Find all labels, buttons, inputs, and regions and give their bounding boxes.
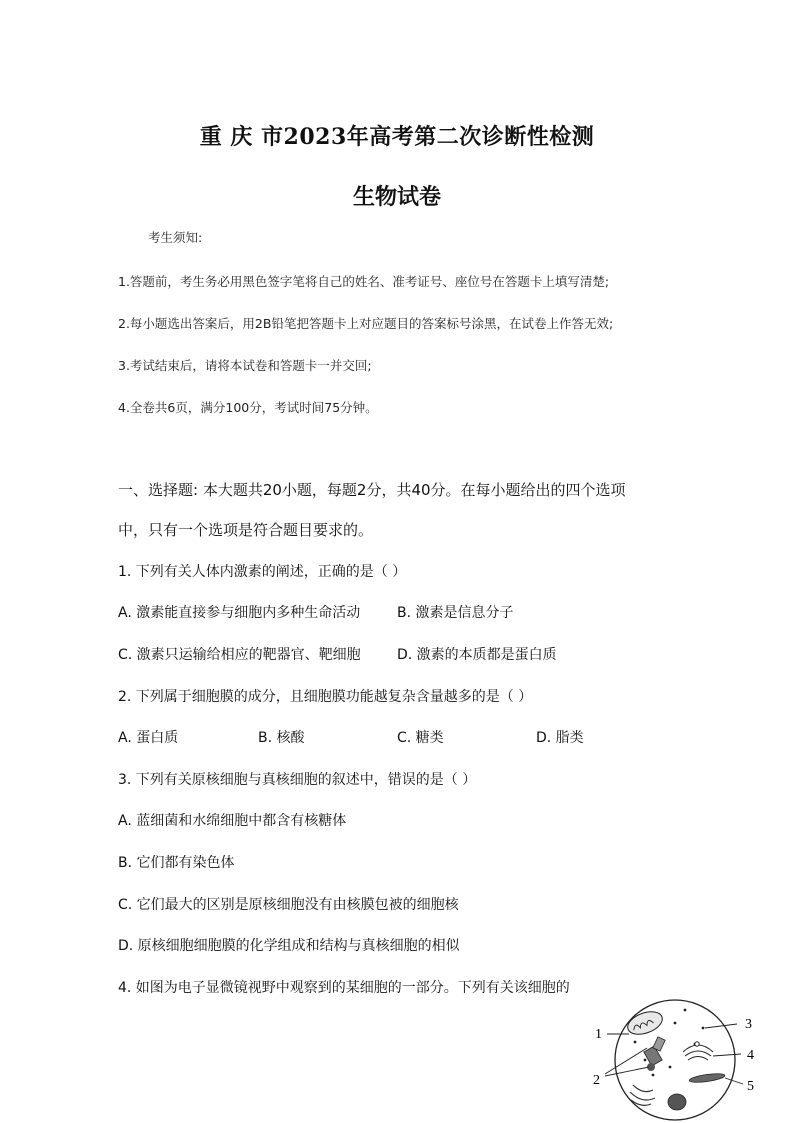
notice-item-3: 3.考试结束后，请将本试卷和答题卡一并交回;: [118, 358, 372, 373]
notice-heading: 考生须知:: [148, 230, 203, 245]
question-2-option-b: B. 核酸: [258, 730, 305, 746]
question-3-option-d: D. 原核细胞细胞膜的化学组成和结构与真核细胞的相似: [118, 938, 460, 954]
figure-label-5: 5: [747, 1079, 754, 1094]
question-3-option-b: B. 它们都有染色体: [118, 855, 235, 871]
notice-item-1: 1.答题前，考生务必用黑色签字笔将自己的姓名、准考证号、座位号在答题卡上填写清楚;: [118, 274, 610, 289]
question-2-stem: 2. 下列属于细胞膜的成分，且细胞膜功能越复杂含量越多的是（ ）: [118, 689, 533, 705]
cell-diagram: [585, 990, 775, 1123]
question-1-option-a: A. 激素能直接参与细胞内多种生命活动: [118, 605, 361, 621]
question-1-option-c: C. 激素只运输给相应的靶器官、靶细胞: [118, 647, 361, 663]
notice-item-4: 4.全卷共6页，满分100分，考试时间75分钟。: [118, 400, 378, 415]
question-1-option-d: D. 激素的本质都是蛋白质: [397, 647, 557, 663]
question-3-option-c: C. 它们最大的区别是原核细胞没有由核膜包被的细胞核: [118, 897, 459, 913]
figure-label-1: 1: [595, 1027, 602, 1042]
figure-label-3: 3: [745, 1017, 752, 1032]
question-1-option-b: B. 激素是信息分子: [397, 605, 514, 621]
question-4-stem: 4. 如图为电子显微镜视野中观察到的某细胞的一部分。下列有关该细胞的: [118, 980, 570, 996]
section-instruction-line-2: 中，只有一个选项是符合题目要求的。: [118, 521, 374, 539]
figure-label-2: 2: [593, 1073, 600, 1088]
exam-title: 重 庆 市2023年高考第二次诊断性检测: [199, 124, 595, 150]
question-2-option-a: A. 蛋白质: [118, 730, 179, 746]
notice-item-2: 2.每小题选出答案后，用2B铅笔把答题卡上对应题目的答案标号涂黑，在试卷上作答无效;: [118, 316, 614, 331]
nucleus-shape: [668, 1094, 686, 1110]
figure-label-4: 4: [747, 1048, 754, 1063]
question-2-option-d: D. 脂类: [536, 730, 584, 746]
question-2-option-c: C. 糖类: [397, 730, 444, 746]
question-3-option-a: A. 蓝细菌和水绵细胞中都含有核糖体: [118, 813, 347, 829]
exam-subtitle: 生物试卷: [352, 184, 441, 210]
question-3-stem: 3. 下列有关原核细胞与真核细胞的叙述中，错误的是（ ）: [118, 772, 477, 788]
section-instruction-line-1: 一、选择题: 本大题共20小题，每题2分，共40分。在每小题给出的四个选项: [118, 481, 626, 499]
question-1-stem: 1. 下列有关人体内激素的阐述，正确的是（ ）: [118, 564, 407, 580]
